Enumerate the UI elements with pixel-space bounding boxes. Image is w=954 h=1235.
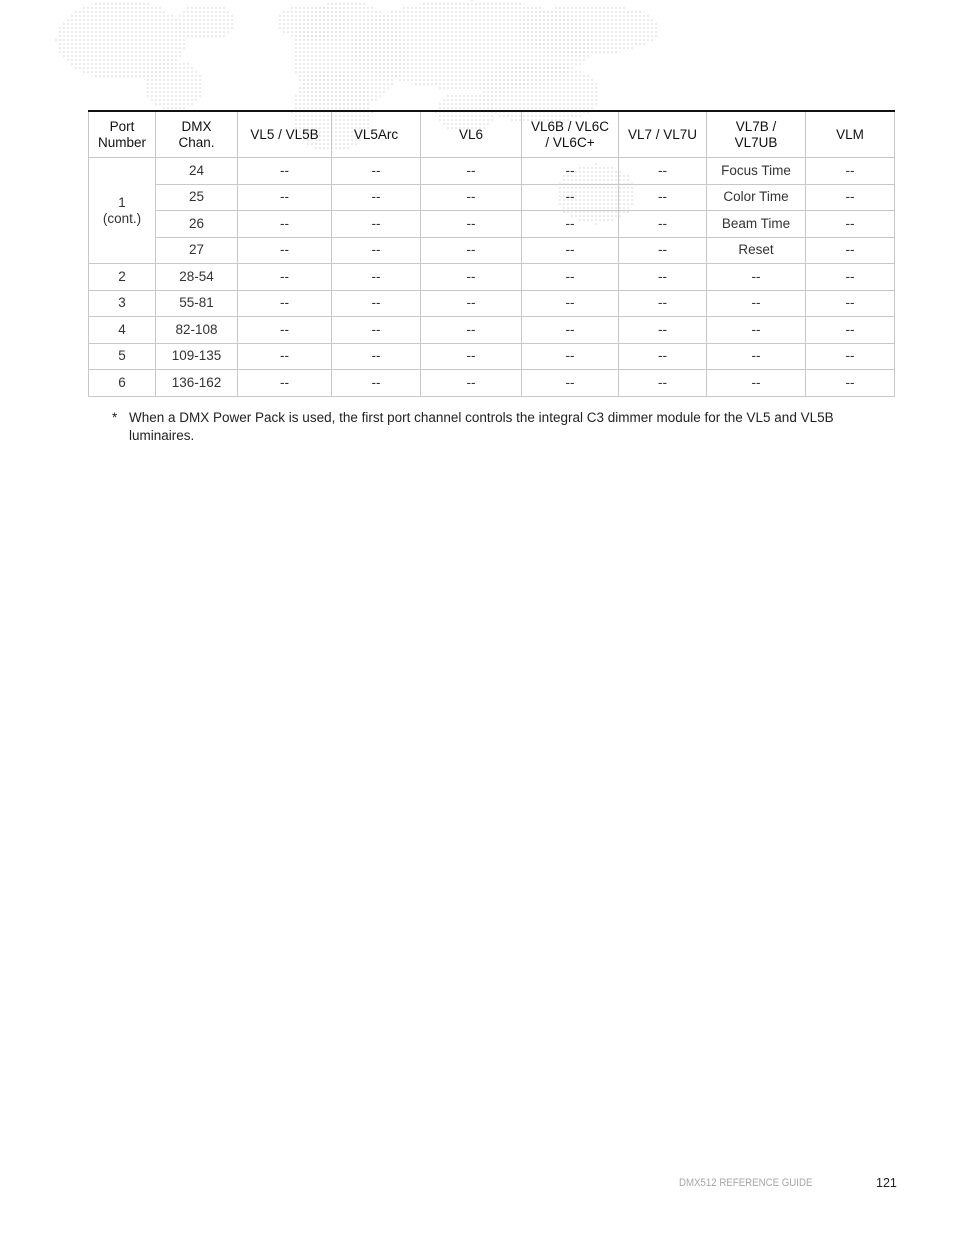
footnote-marker: *	[112, 410, 118, 425]
value-cell: --	[806, 184, 895, 211]
value-cell: --	[707, 264, 806, 291]
value-cell: --	[238, 290, 332, 317]
value-cell: --	[707, 290, 806, 317]
dmx-channel-cell: 27	[156, 237, 238, 264]
value-cell: --	[619, 211, 707, 238]
value-cell: --	[619, 158, 707, 185]
value-cell: --	[522, 184, 619, 211]
value-cell: --	[806, 370, 895, 397]
value-cell: --	[522, 370, 619, 397]
header-vlm: VLM	[806, 111, 895, 158]
value-cell: --	[806, 317, 895, 344]
value-cell: --	[421, 290, 522, 317]
header-dmx-chan: DMX Chan.	[156, 111, 238, 158]
value-cell: --	[238, 211, 332, 238]
value-cell: --	[421, 184, 522, 211]
value-cell: --	[421, 317, 522, 344]
value-cell: --	[332, 317, 421, 344]
table-row	[89, 370, 895, 397]
dmx-channel-cell: 26	[156, 211, 238, 238]
value-cell: --	[806, 343, 895, 370]
value-cell: --	[238, 343, 332, 370]
footer-guide-title: DMX512 REFERENCE GUIDE	[679, 1177, 813, 1189]
value-cell: --	[421, 211, 522, 238]
dmx-channel-table	[88, 110, 895, 397]
value-cell: --	[522, 158, 619, 185]
value-cell: --	[619, 290, 707, 317]
value-cell: --	[238, 237, 332, 264]
value-cell: --	[619, 370, 707, 397]
value-cell: --	[619, 343, 707, 370]
header-vl7: VL7 / VL7U	[619, 111, 707, 158]
value-cell: --	[806, 264, 895, 291]
port-number-cell: 1 (cont.)	[89, 158, 156, 264]
dmx-channel-cell: 24	[156, 158, 238, 185]
dmx-channel-cell: 136-162	[156, 370, 238, 397]
header-vl7b: VL7B / VL7UB	[707, 111, 806, 158]
value-cell: Reset	[707, 237, 806, 264]
table-header-row	[89, 111, 895, 158]
header-port-number: Port Number	[89, 111, 156, 158]
dmx-channel-cell: 25	[156, 184, 238, 211]
port-number-cell: 5	[89, 343, 156, 370]
value-cell: --	[619, 317, 707, 344]
table-row	[89, 237, 895, 264]
value-cell: --	[332, 237, 421, 264]
value-cell: --	[332, 158, 421, 185]
value-cell: --	[421, 237, 522, 264]
footnote	[112, 409, 872, 445]
value-cell: --	[238, 317, 332, 344]
table-row	[89, 264, 895, 291]
dmx-channel-cell: 28-54	[156, 264, 238, 291]
table-row	[89, 290, 895, 317]
value-cell: --	[522, 237, 619, 264]
value-cell: --	[238, 264, 332, 291]
header-vl6: VL6	[421, 111, 522, 158]
value-cell: --	[707, 370, 806, 397]
value-cell: --	[619, 264, 707, 291]
value-cell: --	[707, 343, 806, 370]
dmx-channel-cell: 55-81	[156, 290, 238, 317]
value-cell: --	[522, 211, 619, 238]
table-row	[89, 211, 895, 238]
value-cell: Color Time	[707, 184, 806, 211]
footnote-text: When a DMX Power Pack is used, the first port channel controls the integral C3 dimmer module for the VL5 and VL5B luminaires.	[129, 410, 834, 443]
value-cell: --	[522, 290, 619, 317]
table-row	[89, 343, 895, 370]
table-row	[89, 317, 895, 344]
value-cell: --	[332, 290, 421, 317]
table-row	[89, 158, 895, 185]
port-number-cell: 3	[89, 290, 156, 317]
value-cell: --	[619, 237, 707, 264]
value-cell: --	[522, 264, 619, 291]
dmx-channel-cell: 109-135	[156, 343, 238, 370]
value-cell: --	[806, 237, 895, 264]
header-vl6b: VL6B / VL6C / VL6C+	[522, 111, 619, 158]
port-number-cell: 2	[89, 264, 156, 291]
value-cell: --	[619, 184, 707, 211]
value-cell: --	[332, 184, 421, 211]
value-cell: Beam Time	[707, 211, 806, 238]
value-cell: --	[806, 158, 895, 185]
header-vl5arc: VL5Arc	[332, 111, 421, 158]
value-cell: --	[421, 264, 522, 291]
value-cell: --	[421, 370, 522, 397]
value-cell: --	[238, 184, 332, 211]
value-cell: --	[806, 290, 895, 317]
dmx-channel-cell: 82-108	[156, 317, 238, 344]
page-number: 121	[876, 1176, 897, 1190]
value-cell: --	[238, 370, 332, 397]
value-cell: --	[332, 264, 421, 291]
header-vl5: VL5 / VL5B	[238, 111, 332, 158]
value-cell: Focus Time	[707, 158, 806, 185]
value-cell: --	[707, 317, 806, 344]
value-cell: --	[332, 343, 421, 370]
value-cell: --	[238, 158, 332, 185]
value-cell: --	[332, 370, 421, 397]
port-number-cell: 4	[89, 317, 156, 344]
value-cell: --	[332, 211, 421, 238]
value-cell: --	[522, 317, 619, 344]
table-row	[89, 184, 895, 211]
value-cell: --	[421, 158, 522, 185]
value-cell: --	[806, 211, 895, 238]
port-number-cell: 6	[89, 370, 156, 397]
value-cell: --	[522, 343, 619, 370]
value-cell: --	[421, 343, 522, 370]
